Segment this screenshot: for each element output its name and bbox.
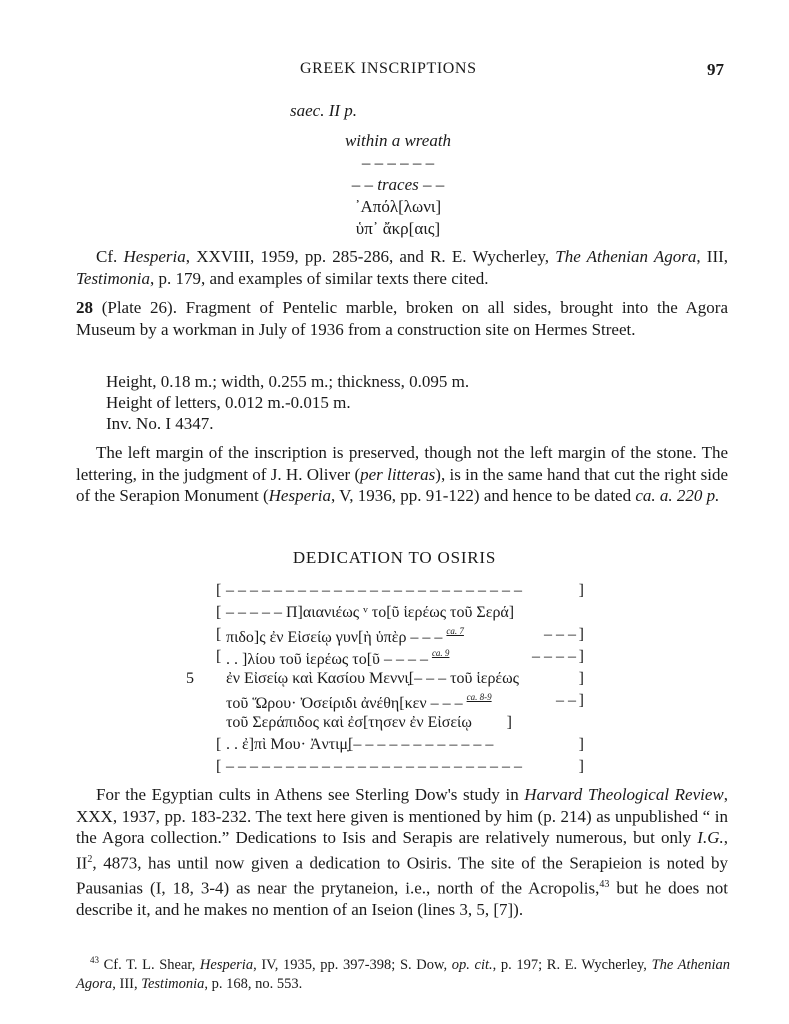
inscription-line: [ . . ἐ]πὶ Μου· Ἀντιμ̣[– – – – – – – – – – – – ] <box>216 736 584 753</box>
inscription-line: τοῦ Σεράπιδος καὶ ἐσ[τησεν ἐν Εἰσείῳ ] <box>226 714 512 731</box>
inscription-27-line: – – – – – – <box>361 153 435 172</box>
inscription-line: ἐν Εἰσείῳ καὶ Κασίου Μεννι̣[– – – τοῦ ἱερέως ] <box>226 670 584 687</box>
measurement-line: Inv. No. I 4347. <box>106 414 214 433</box>
inscription-27-line: – – traces – – <box>351 175 445 194</box>
entry-number: 28 <box>76 298 93 317</box>
cf-paragraph: Cf. Hesperia, XXVIII, 1959, pp. 285-286, and R. E. Wycherley, The Athenian Agora, III, Testimonia, p. 179, and examples of similar texts there cited. <box>76 247 729 288</box>
inscription-line: [ – – – – – Π]αιανιέως ᵛ το[ῦ ἱερέως τοῦ Σερά] <box>216 604 515 621</box>
line-number: 5 <box>186 670 194 687</box>
inscription-27-line: ὑπ᾿ ἄκρ[αις] <box>355 219 441 238</box>
comment-paragraph: The left margin of the inscription is preserved, though not the left margin of the stone. The lettering, in the judgment of J. H. Oliver (per litteras), is in the same hand that cut the right side of the Serapion Monument (Hesperia, V, 1936, pp. 91-122) and hence to be dated ca. a. 220 p. <box>76 443 728 505</box>
inscription-line: τοῦ Ὥρου· Ὀσείριδι ἀνέθη[κεν – – – $^{ca. 8-9}$ – – ] <box>226 692 584 712</box>
footnote-reference: 43 <box>599 878 610 890</box>
measurement-line: Height of letters, 0.012 m.-0.015 m. <box>106 393 351 412</box>
inscription-line: [ – – – – – – – – – – – – – – – – – – – – – – – – – ] <box>216 582 584 599</box>
inscription-27-date: saec. II p. <box>290 101 358 120</box>
inscription-title: DEDICATION TO OSIRIS <box>292 548 497 567</box>
inscription-line: [ . . ]λίου τοῦ ἱερέως το[ῦ – – – – $^{ca. 9}$ – – – – ] <box>216 648 584 668</box>
inscription-27-line: ᾿Απόλ[λωνι] <box>354 197 442 216</box>
inscription-line: [ πιδο]ς ἐν Εἰσείῳ γυν[ὴ ὑπὲρ – – – $^{ca. 7}$ – – – ] <box>216 626 584 646</box>
discussion-paragraph: For the Egyptian cults in Athens see Sterling Dow's study in Harvard Theological Review, XXX, 1937, pp. 183-232. The text here given is mentioned by him (p. 214) as unpublished “ in the Agora collection.” Dedications to Isis and Serapis are relatively numerous, but only I.G., $II^2$, 4873, has until now given a dedication to Osiris. The site of the Serapieion is noted by Pausanias (I, 18, 3-4) as near the prytaneion, i.e., north of the Acropolis,$^{43}$ but he does not describe it, and he makes no mention of an Iseion (lines 3, 5, [7]). <box>76 785 729 919</box>
measurement-line: Height, 0.18 m.; width, 0.255 m.; thickness, 0.095 m. <box>106 372 470 391</box>
catalogue-entry-28: 28 (Plate 26). Fragment of Pentelic marble, broken on all sides, brought into the Agora Museum by a workman in July of 1936 from a construction site on Hermes Street. <box>76 298 728 339</box>
running-title: GREEK INSCRIPTIONS <box>300 60 477 77</box>
page-number: 97 <box>707 60 724 79</box>
inscription-27-line: within a wreath <box>344 131 452 150</box>
inscription-line: [ – – – – – – – – – – – – – – – – – – – – – – – – – ] <box>216 758 584 775</box>
footnote-43: $^{43}$ Cf. T. L. Shear, Hesperia, IV, 1935, pp. 397-398; S. Dow, op. cit., p. 197; R. E. Wycherley, The Athenian Agora, III, Testimonia, p. 168, no. 553. <box>76 955 731 992</box>
